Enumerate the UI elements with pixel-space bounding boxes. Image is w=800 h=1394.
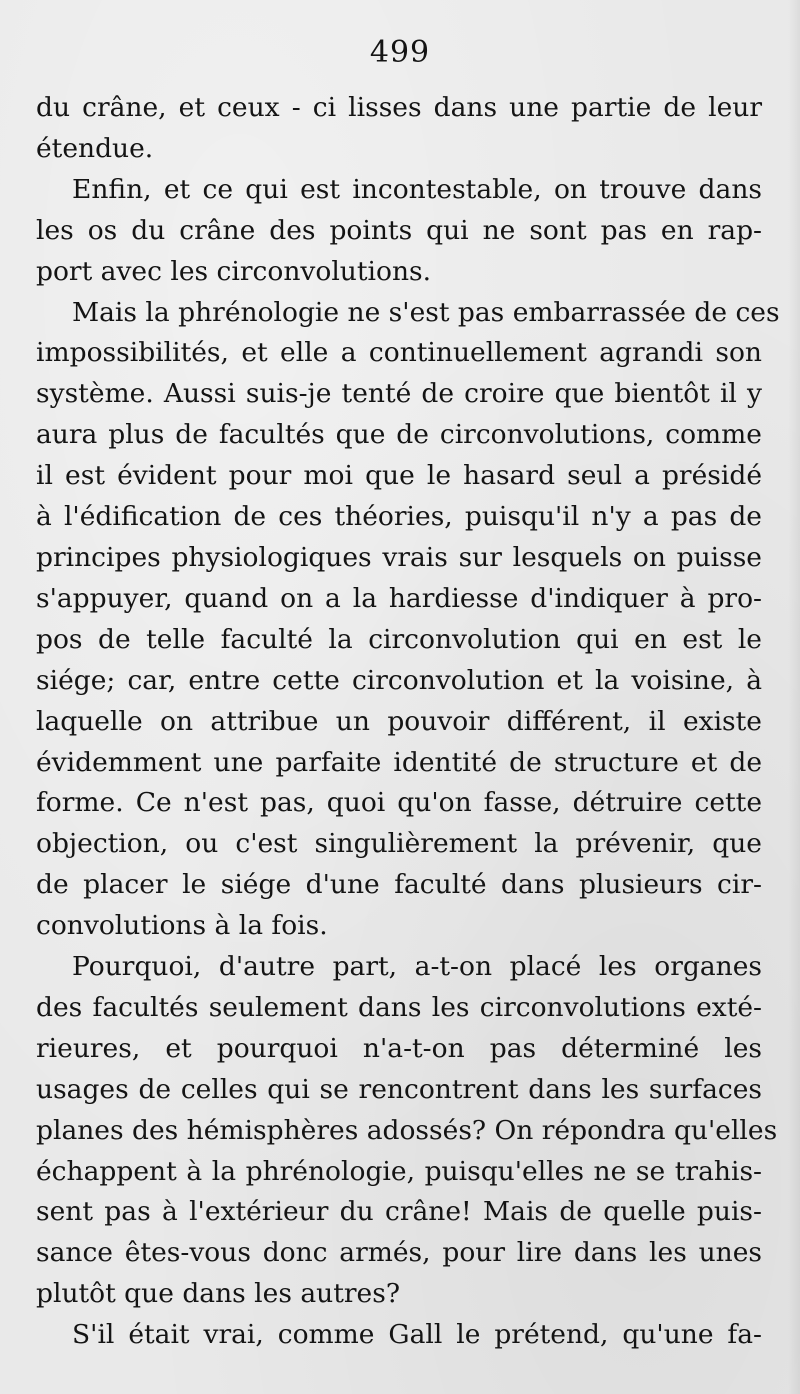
paragraph xyxy=(36,947,778,1315)
text-line: convolutions à la fois. xyxy=(36,910,328,942)
text-line: du crâne, et ceux - ci lisses dans une partie de leur xyxy=(36,92,762,123)
body-text xyxy=(36,88,780,1356)
text-line: il est évident pour moi que le hasard seul a présidé xyxy=(36,460,762,492)
text-line: étendue. xyxy=(36,132,154,164)
text-line: forme. Ce n'est pas, quoi qu'on fasse, détruire cette xyxy=(36,787,762,819)
text-line: sent pas à l'extérieur du crâne! Mais de quelle puis- xyxy=(36,1196,762,1228)
text-line: Enfin, et ce qui est incontestable, on trouve dans xyxy=(72,173,762,205)
text-line: sance êtes-vous donc armés, pour lire dans les unes xyxy=(36,1237,762,1269)
text-line: évidemment une parfaite identité de structure et de xyxy=(36,746,762,778)
text-line: des facultés seulement dans les circonvolutions exté- xyxy=(36,991,762,1023)
text-line: plutôt que dans les autres? xyxy=(36,1278,401,1310)
text-line: port avec les circonvolutions. xyxy=(36,255,432,287)
text-line: impossibilités, et elle a continuellement agrandi son xyxy=(36,337,762,369)
text-line: les os du crâne des points qui ne sont pas en rap- xyxy=(36,214,762,246)
text-line: à l'édification de ces théories, puisqu'il n'y a pas de xyxy=(36,501,762,533)
text-line: usages de celles qui se rencontrent dans les surfaces xyxy=(36,1073,762,1105)
paragraph xyxy=(36,293,780,948)
text-line: Mais la phrénologie ne s'est pas embarrassée de ces xyxy=(72,296,780,328)
paragraph xyxy=(36,170,762,293)
page-number: 499 xyxy=(369,35,431,70)
text-line: objection, ou c'est singulièrement la prévenir, que xyxy=(36,828,762,860)
text-line: planes des hémisphères adossés? On répondra qu'elles xyxy=(36,1114,778,1146)
text-line: laquelle on attribue un pouvoir différent, il existe xyxy=(36,705,762,737)
paragraph xyxy=(36,1315,762,1356)
text-line: Pourquoi, d'autre part, a-t-on placé les organes xyxy=(72,951,762,983)
text-line: principes physiologiques vrais sur lesquels on puisse xyxy=(36,541,762,573)
text-line: pos de telle faculté la circonvolution qui en est le xyxy=(36,623,762,655)
text-line: S'il était vrai, comme Gall le prétend, qu'une fa- xyxy=(72,1319,762,1351)
text-line: échappent à la phrénologie, puisqu'elles ne se trahis- xyxy=(36,1155,762,1187)
text-line: s'appuyer, quand on a la hardiesse d'indiquer à pro- xyxy=(36,582,762,614)
text-line: rieures, et pourquoi n'a-t-on pas déterminé les xyxy=(36,1032,762,1064)
page-edge-shadow xyxy=(788,0,800,1394)
text-line: de placer le siége d'une faculté dans plusieurs cir- xyxy=(36,869,762,901)
paragraph xyxy=(36,88,762,170)
text-line: siége; car, entre cette circonvolution et la voisine, à xyxy=(36,664,762,696)
text-line: aura plus de facultés que de circonvolutions, comme xyxy=(36,419,762,451)
text-line: système. Aussi suis-je tenté de croire que bientôt il y xyxy=(36,378,762,410)
